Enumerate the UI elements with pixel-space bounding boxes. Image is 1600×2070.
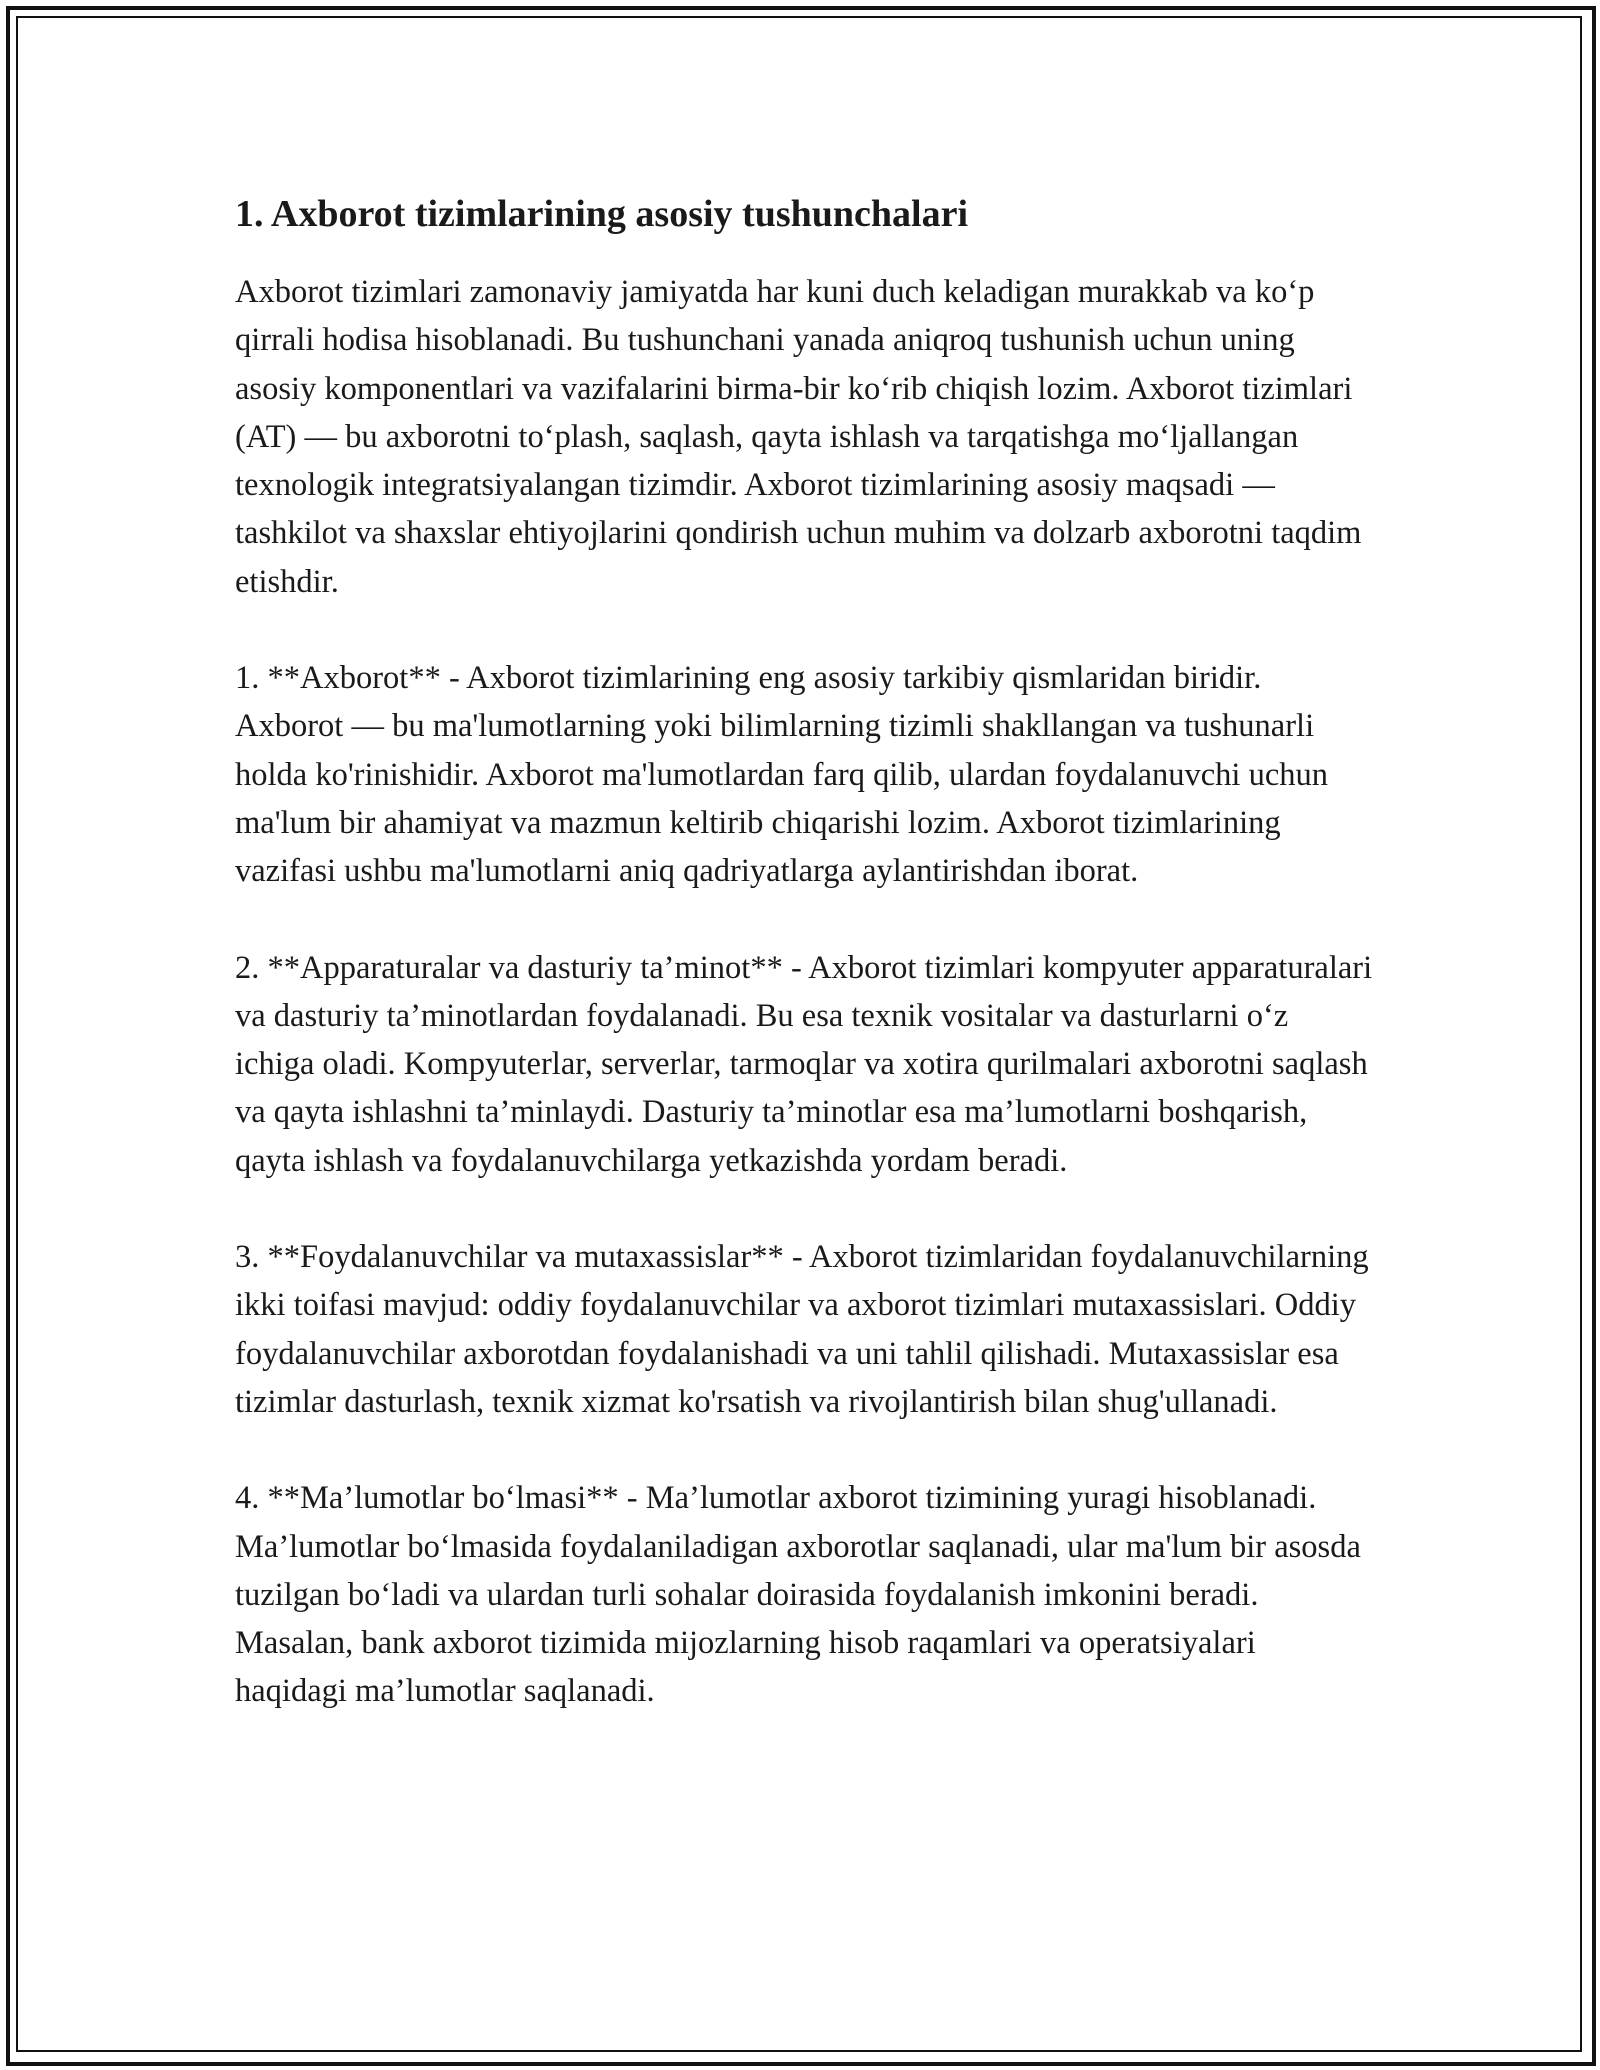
list-item-foydalanuvchilar: 3. **Foydalanuvchilar va mutaxassislar** - Axborot tizimlaridan foydalanuvchilarning ikki toifasi mavjud: oddiy foydalanuvchilar va axborot tizimlari mutaxassislari. Oddiy foydalanuvchilar axborotdan foydalanishadi va uni tahlil qilishadi. Mutaxassislar esa tizimlar dasturlash, texnik xizmat ko'rsatish va rivojlantirish bilan shug'ullanadi. — [235, 1239, 1369, 1420]
document-title: 1. Axborot tizimlarining asosiy tushunchalari — [235, 193, 969, 235]
document-body — [235, 190, 1375, 1764]
list-item-apparaturalar: 2. **Apparaturalar va dasturiy ta’minot** - Axborot tizimlari kompyuter apparaturalari va dasturiy ta’minotlardan foydalanadi. Bu esa texnik vositalar va dasturlarni o‘z ichiga oladi. Kompyuterlar, serverlar, tarmoqlar va xotira qurilmalari axborotni saqlash va qayta ishlashni ta’minlaydi. Dasturiy ta’minotlar esa ma’lumotlarni boshqarish, qayta ishlash va foydalanuvchilarga yetkazishda yordam beradi. — [235, 949, 1373, 1179]
intro-paragraph: Axborot tizimlari zamonaviy jamiyatda har kuni duch keladigan murakkab va ko‘p qirrali hodisa hisoblanadi. Bu tushunchani yanada aniqroq tushunish uchun uning asosiy komponentlari va vazifalarini birma-bir ko‘rib chiqish lozim. Axborot tizimlari (AT) — bu axborotni to‘plash, saqlash, qayta ishlash va tarqatishga mo‘ljallangan texnologik integratsiyalangan tizimdir. Axborot tizimlarining asosiy maqsadi — tashkilot va shaxslar ehtiyojlarini qondirish uchun muhim va dolzarb axborotni taqdim etishdir. — [235, 274, 1362, 600]
list-item-malumotlar: 4. **Ma’lumotlar bo‘lmasi** - Ma’lumotlar axborot tizimining yuragi hisoblanadi. Ma’lumotlar bo‘lmasida foydalaniladigan axborotlar saqlanadi, ular ma'lum bir asosda tuzilgan bo‘ladi va ulardan turli sohalar doirasida foydalanish imkonini beradi. Masalan, bank axborot tizimida mijozlarning hisob raqamlari va operatsiyalari haqidagi ma’lumotlar saqlanadi. — [235, 1480, 1361, 1710]
list-item-axborot: 1. **Axborot** - Axborot tizimlarining eng asosiy tarkibiy qismlaridan biridir. Axborot — bu ma'lumotlarning yoki bilimlarning tizimli shakllangan va tushunarli holda ko'rinishidir. Axborot ma'lumotlardan farq qilib, ulardan foydalanuvchi uchun ma'lum bir ahamiyat va mazmun keltirib chiqarishi lozim. Axborot tizimlarining vazifasi ushbu ma'lumotlarni aniq qadriyatlarga aylantirishdan iborat. — [235, 660, 1329, 890]
